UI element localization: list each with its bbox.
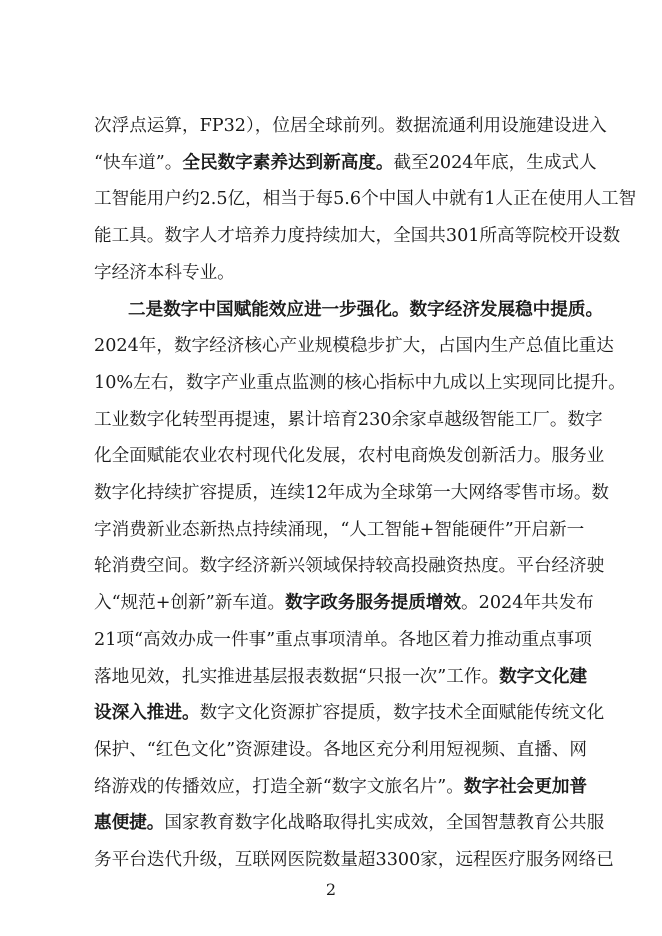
text-segment: 国家教育数字化战略取得扎实成效，全国智慧教育公共服 — [164, 813, 605, 834]
bold-text-segment: 惠便捷。 — [94, 812, 165, 834]
text-segment: 入“规范+创新”新车道。 — [94, 593, 286, 614]
bold-text-segment: 全民数字素养达到新高度。 — [182, 151, 394, 173]
bold-text-segment: 数字文化建 — [499, 665, 588, 687]
text-segment: 21项“高效办成一件事”重点事项清单。各地区着力推动重点事项 — [94, 629, 592, 650]
text-line — [128, 298, 604, 322]
text-line — [94, 224, 621, 248]
text-line — [94, 151, 597, 175]
text-line — [94, 628, 592, 652]
bold-text-segment: 二是数字中国赋能效应进一步强化。数字经济发展稳中提质。 — [128, 298, 604, 320]
bold-text-segment: 数字社会更加普 — [463, 775, 588, 797]
text-line — [94, 114, 607, 138]
text-segment: 字消费新业态新热点持续涌现，“人工智能+智能硬件”开启新一 — [94, 519, 585, 540]
text-segment: 截至2024年底，生成式人 — [393, 152, 597, 173]
text-line — [94, 518, 585, 542]
bold-text-segment: 设深入推进。 — [94, 702, 200, 724]
text-line — [94, 701, 605, 725]
text-segment: 工业数字化转型再提速，累计培育230余家卓越级智能工厂。数字 — [94, 409, 603, 430]
text-segment: 数字化持续扩容提质，连续12年成为全球第一大网络零售市场。数 — [94, 483, 610, 503]
text-segment: 数字文化资源扩容提质，数字技术全面赋能传统文化 — [199, 703, 605, 724]
text-segment: 务平台迭代升级，互联网医院数量超3300家，远程医疗服务网络已 — [94, 850, 614, 870]
text-line — [94, 371, 626, 395]
text-segment: 落地见效，扎实推进基层报表数据“只报一次”工作。 — [94, 666, 500, 687]
text-line — [94, 811, 605, 835]
text-segment: 络游戏的传播效应，打造全新“数字文旅名片”。 — [94, 776, 464, 797]
text-line — [94, 444, 605, 468]
text-segment: 工智能用户约2.5亿，相当于每5.6个中国人中就有1人正在使用人工智 — [94, 189, 637, 210]
text-segment: 字经济本科专业。 — [94, 262, 235, 283]
text-line — [94, 775, 588, 799]
text-segment: 能工具。数字人才培养力度持续加大，全国共301所高等院校开设数 — [94, 226, 621, 247]
text-line — [94, 591, 594, 615]
text-segment: 次浮点运算，FP32），位居全球前列。数据流通利用设施建设进入 — [94, 116, 607, 136]
text-line — [94, 554, 605, 578]
text-segment: 。2024年共发布 — [461, 593, 594, 614]
text-line — [94, 738, 588, 762]
text-segment: 10%左右，数字产业重点监测的核心指标中九成以上实现同比提升。 — [94, 372, 626, 393]
text-line — [94, 261, 578, 285]
text-line — [94, 408, 603, 432]
text-segment: 保护、“红色文化”资源建设。各地区充分利用短视频、直播、网 — [94, 739, 588, 760]
text-line — [94, 665, 588, 689]
text-line — [94, 481, 610, 505]
text-segment: “快车道”。 — [94, 152, 183, 173]
text-segment: 2024年，数字经济核心产业规模稳步扩大，占国内生产总值比重达 — [94, 336, 614, 357]
text-line — [94, 334, 614, 358]
text-line — [94, 848, 614, 872]
bold-text-segment: 数字政务服务提质增效 — [285, 592, 462, 614]
page-number: 2 — [325, 880, 337, 899]
text-segment: 轮消费空间。数字经济新兴领域保持较高投融资热度。平台经济驶 — [94, 556, 605, 577]
text-line — [94, 187, 637, 211]
text-segment: 化全面赋能农业农村现代化发展，农村电商焕发创新活力。服务业 — [94, 446, 605, 467]
